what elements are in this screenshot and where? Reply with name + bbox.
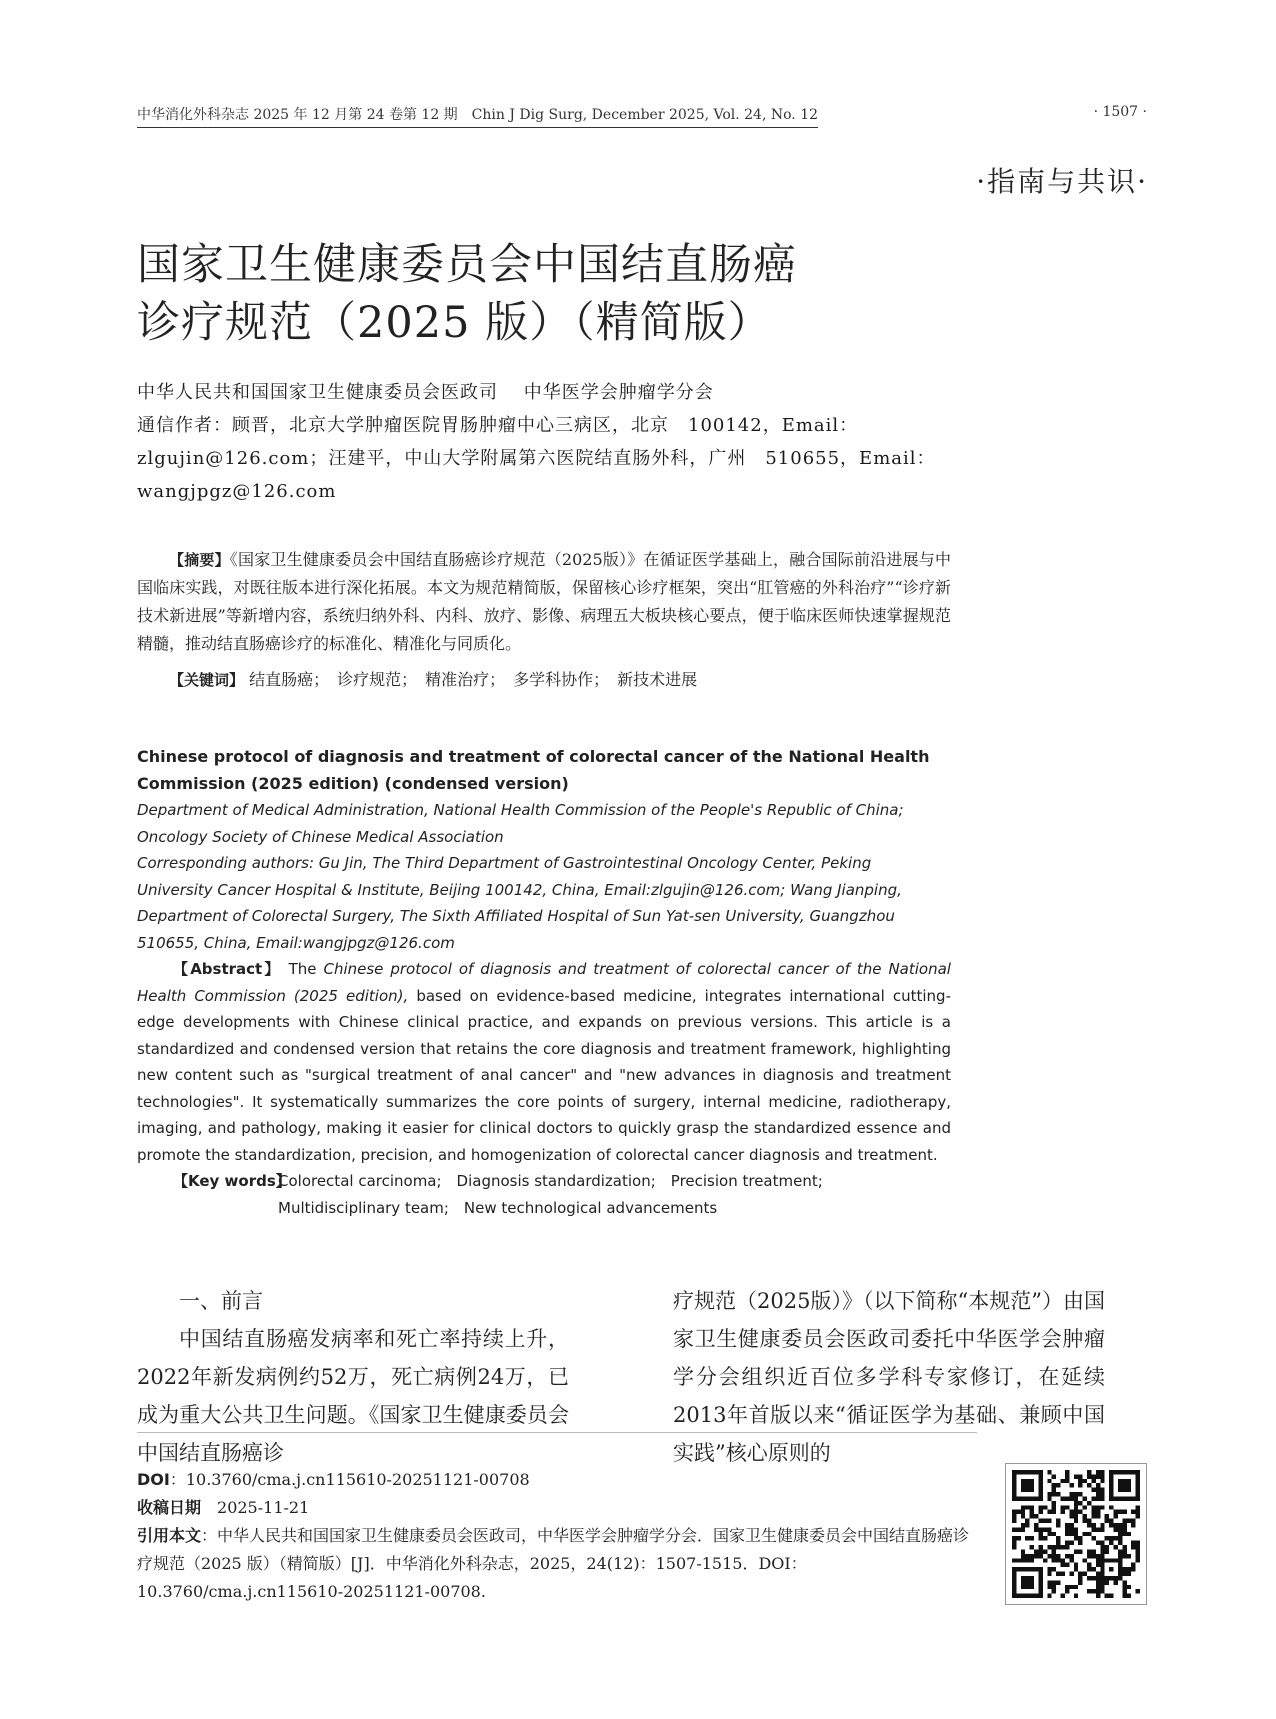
english-abstract-italic: Chinese protocol of diagnosis and treatment of colorectal cancer of the National Health Commission (2025 edition),	[137, 960, 951, 1005]
title-line-1: 国家卫生健康委员会中国结直肠癌	[137, 240, 797, 290]
section-heading: 一、前言	[179, 1289, 263, 1313]
running-head	[137, 104, 1147, 126]
received-line	[137, 1494, 977, 1522]
english-title: Chinese protocol of diagnosis and treatment of colorectal cancer of the National Health Commission (2025 edition) (condensed version)	[137, 747, 930, 793]
corresponding-authors: 通信作者：顾晋，北京大学肿瘤医院胃肠肿瘤中心三病区，北京 100142，Email：zlgujin@126.com；汪建平，中山大学附属第六医院结直肠外科，广州 510655，Email：wangjpgz@126.com	[137, 415, 936, 502]
article-title	[137, 236, 957, 352]
body-column-right	[673, 1282, 1105, 1472]
doi-line	[137, 1466, 977, 1494]
english-abstract	[137, 956, 951, 1168]
article-footer	[137, 1466, 977, 1606]
page-number: · 1507 ·	[1093, 104, 1147, 120]
english-affiliation: Department of Medical Administration, National Health Commission of the People's Republic of China; Oncology Society of Chinese Medical Association	[137, 801, 904, 846]
body-paragraph-right: 疗规范（2025版）》（以下简称“本规范”）由国家卫生健康委员会医政司委托中华医学会肿瘤学分会组织近百位多学科专家修订，在延续2013年首版以来“循证医学为基础、兼顾中国实践”核心原则的	[673, 1289, 1105, 1465]
english-corresponding: Corresponding authors: Gu Jin, The Third Department of Gastrointestinal Oncology Center, Peking University Cancer Hospital & Institute, Beijing 100142, China, Email:zlgujin@126.com; Wang Jianping, Department of Colorectal Surgery, The Sixth Affiliated Hospital of Sun Yat-sen University, Guangzhou 510655, China, Email:wangjpgz@126.com	[137, 854, 902, 952]
body-column-left	[137, 1282, 569, 1472]
qr-code[interactable]	[1005, 1463, 1147, 1605]
chinese-abstract	[137, 546, 951, 658]
english-abstract-text: based on evidence-based medicine, integrates international cutting-edge developments with Chinese clinical practice, and expands on previous versions. This article is a standardized and condensed version that retains the core diagnosis and treatment framework, highlighting new content such as "surgical treatment of anal cancer" and "new advances in diagnosis and treatment technologies". It systematically summarizes the core points of surgery, internal medicine, radiotherapy, imaging, and pathology, making it easier for clinical doctors to quickly grasp the standardized essence and promote the standardization, precision, and homogenization of colorectal cancer diagnosis and treatment.	[137, 986, 951, 1164]
citation-line	[137, 1522, 977, 1606]
abstract-text: 《国家卫生健康委员会中国结直肠癌诊疗规范（2025版）》在循证医学基础上，融合国际前沿进展与中国临床实践，对既往版本进行深化拓展。本文为规范精简版，保留核心诊疗框架，突出“肛管癌的外科治疗”“诊疗新技术新进展”等新增内容，系统归纳外科、内科、放疗、影像、病理五大板块核心要点，便于临床医师快速掌握规范精髓，推动结直肠癌诊疗的标准化、精准化与同质化。	[137, 550, 951, 653]
english-abstract-lead: The	[288, 960, 317, 978]
citation-text: ：中华人民共和国国家卫生健康委员会医政司，中华医学会肿瘤学分会．国家卫生健康委员会中国结直肠癌诊疗规范（2025 版）（精简版）[J]．中华消化外科杂志，2025，24(12)：1507-1515．DOI：10.3760/cma.j.cn115610-20251121-00708.	[137, 1526, 970, 1601]
received-date: 2025-11-21	[201, 1498, 310, 1517]
author-organizations: 中华人民共和国国家卫生健康委员会医政司 中华医学会肿瘤学分会	[137, 382, 714, 403]
english-abstract-block	[137, 744, 951, 1221]
column-label: ·指南与共识·	[976, 165, 1148, 198]
received-label: 收稿日期	[137, 1498, 202, 1517]
author-block	[137, 376, 977, 508]
english-abstract-label: 【Abstract】	[173, 960, 282, 978]
english-keywords-label: 【Key words】	[173, 1172, 291, 1190]
qr-code-image	[1012, 1470, 1140, 1598]
abstract-label: 【摘要】	[169, 551, 230, 569]
keywords-text: 结直肠癌； 诊疗规范； 精准治疗； 多学科协作； 新技术进展	[249, 670, 698, 689]
chinese-keywords	[137, 666, 951, 694]
english-keywords-text: Colorectal carcinoma; Diagnosis standardization; Precision treatment; Multidisciplinary team; New technological advancements	[278, 1172, 838, 1217]
body-paragraph-left: 中国结直肠癌发病率和死亡率持续上升，2022年新发病例约52万，死亡病例24万，已成为重大公共卫生问题。《国家卫生健康委员会中国结直肠癌诊	[137, 1327, 569, 1465]
doi-value: ：10.3760/cma.j.cn115610-20251121-00708	[169, 1470, 530, 1489]
citation-label: 引用本文	[137, 1526, 202, 1545]
keywords-label: 【关键词】	[169, 671, 245, 689]
title-line-2: 诊疗规范（2025 版）（精简版）	[137, 298, 772, 348]
english-keywords	[137, 1168, 951, 1221]
journal-citation-line: 中华消化外科杂志 2025 年 12 月第 24 卷第 12 期 Chin J Dig Surg, December 2025, Vol. 24, No. 12	[137, 104, 818, 128]
doi-label: DOI	[137, 1470, 170, 1489]
footer-divider	[137, 1432, 977, 1433]
